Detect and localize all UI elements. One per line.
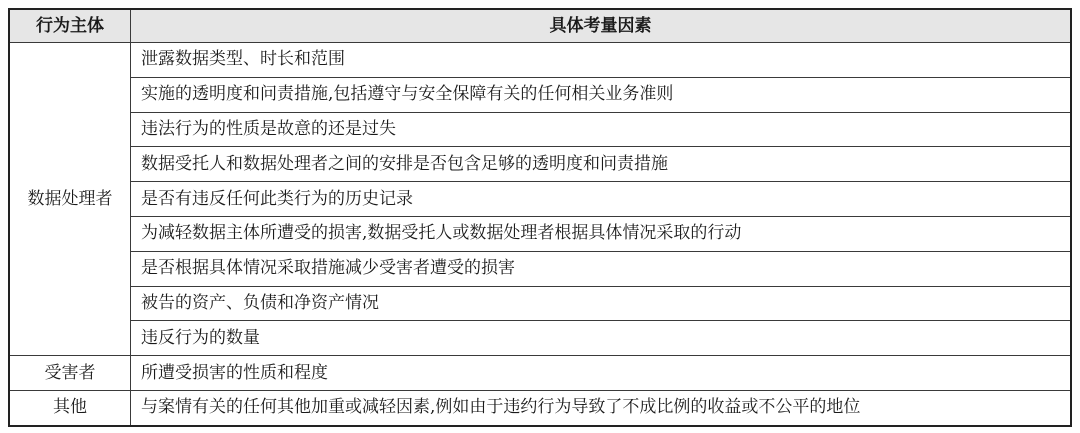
actor-cell-data-processor: 数据处理者 <box>9 43 131 356</box>
factors-table <box>8 8 1072 427</box>
factor-cell: 为减轻数据主体所遭受的损害,数据受托人或数据处理者根据具体情况采取的行动 <box>131 216 1072 251</box>
factor-cell: 是否有违反任何此类行为的历史记录 <box>131 182 1072 217</box>
factor-cell: 违法行为的性质是故意的还是过失 <box>131 112 1072 147</box>
table-header-row <box>9 9 1071 43</box>
factor-cell: 是否根据具体情况采取措施减少受害者遭受的损害 <box>131 251 1072 286</box>
factor-cell: 数据受托人和数据处理者之间的安排是否包含足够的透明度和问责措施 <box>131 147 1072 182</box>
table-row <box>9 182 1071 217</box>
header-actor: 行为主体 <box>9 9 131 43</box>
actor-cell-other: 其他 <box>9 390 131 425</box>
factor-cell: 与案情有关的任何其他加重或减轻因素,例如由于违约行为导致了不成比例的收益或不公平的地位 <box>131 390 1072 425</box>
factor-cell: 被告的资产、负债和净资产情况 <box>131 286 1072 321</box>
table-row <box>9 43 1071 78</box>
table-row <box>9 286 1071 321</box>
table-row <box>9 77 1071 112</box>
table-row <box>9 356 1071 391</box>
factor-cell: 泄露数据类型、时长和范围 <box>131 43 1072 78</box>
table-row <box>9 147 1071 182</box>
table-row <box>9 251 1071 286</box>
factor-cell: 违反行为的数量 <box>131 321 1072 356</box>
factor-cell: 实施的透明度和问责措施,包括遵守与安全保障有关的任何相关业务准则 <box>131 77 1072 112</box>
header-factor: 具体考量因素 <box>131 9 1072 43</box>
table-row <box>9 390 1071 425</box>
table-row <box>9 112 1071 147</box>
table-row <box>9 216 1071 251</box>
table-row <box>9 321 1071 356</box>
factor-cell: 所遭受损害的性质和程度 <box>131 356 1072 391</box>
actor-cell-victim: 受害者 <box>9 356 131 391</box>
